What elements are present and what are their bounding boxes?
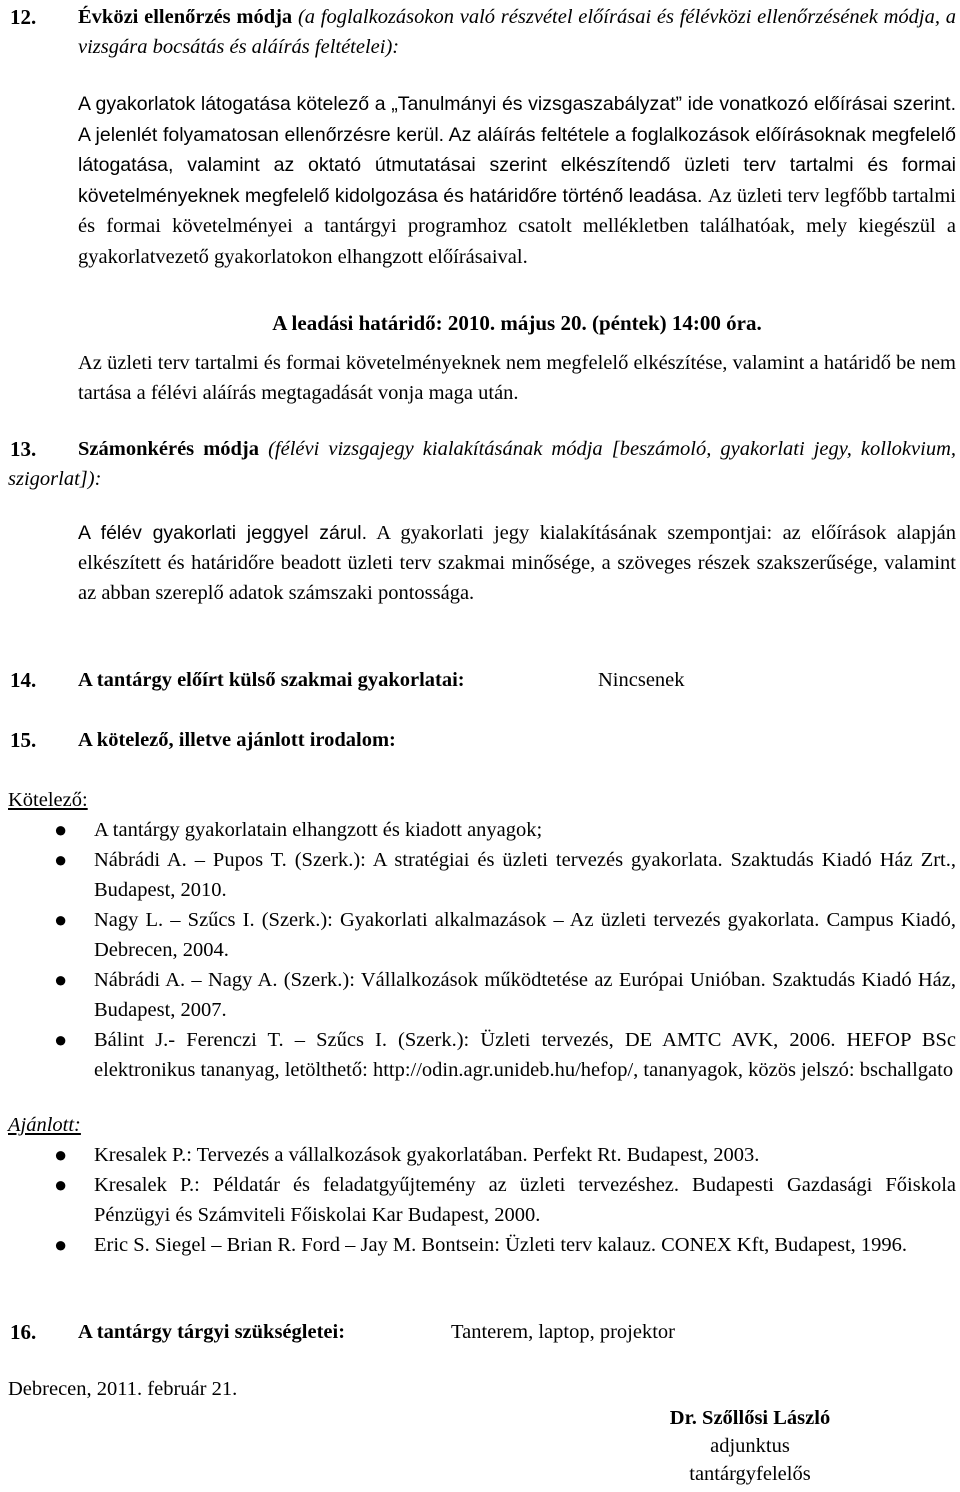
section-15-title: A kötelező, illetve ajánlott irodalom: xyxy=(78,729,396,751)
section-12-title: Évközi ellenőrzés módja xyxy=(78,6,293,28)
section-12-paragraph-2: Az üzleti terv tartalmi és formai követelményeknek nem megfelelő elkészítése, valamint a határidő be nem tartása a félévi aláírás megtagadását vonja maga után. xyxy=(78,352,956,404)
section-15-number: 15. xyxy=(10,728,37,752)
list-item: ● A tantárgy gyakorlatain elhangzott és kiadott anyagok; xyxy=(54,815,956,845)
section-13-paragraph xyxy=(78,518,956,608)
attendance-text: A gyakorlatok látogatása kötelező a „Tanulmányi és vizsgaszabályzat” ide vonatkozó előírásai szerint. xyxy=(78,93,956,115)
section-12-heading xyxy=(78,2,956,62)
section-16-title: A tantárgy tárgyi szükségletei: xyxy=(78,1321,346,1343)
bullet-icon: ● xyxy=(54,847,68,872)
grade-criteria-text: A gyakorlati jegy kialakításának szempontjai: az előírások alapján elkészített és határidőre beadott üzleti terv szakmai minősége, a szöveges részek szakszerűsége, valamint az abban szereplő adatok számszaki pontossága. xyxy=(78,522,956,604)
signature-condition-text: Az aláírás feltétele a foglalkozások előírásoknak megfelelő látogatása, valamint az oktató útmutatásai szerint elkészítendő üzleti terv tartalmi és formai követelményeknek megfelelő kidolgozása és határidőre történő leadása. xyxy=(78,123,957,207)
section-13-title: Számonkérés módja xyxy=(78,438,260,460)
section-12-number: 12. xyxy=(10,5,37,29)
list-item: ● Kresalek P.: Tervezés a vállalkozások gyakorlatában. Perfekt Rt. Budapest, 2003. xyxy=(54,1140,956,1170)
section-13-subtitle: (félévi vizsgajegy kialakításának módja [beszámoló, gyakorlati jegy, kollokvium, szigorlat]): xyxy=(8,438,956,490)
signer-name: Dr. Szőllősi László xyxy=(669,1407,831,1429)
list-item: ● Nagy L. – Szűcs I. (Szerk.): Gyakorlati alkalmazások – Az üzleti tervezés gyakorlata. Campus Kiadó, Debrecen, 2004. xyxy=(54,907,956,961)
presence-text: A jelenlét folyamatosan ellenőrzésre kerül. xyxy=(78,123,445,146)
mandatory-label: Kötelező: xyxy=(8,789,88,811)
recommended-label: Ajánlott: xyxy=(8,1114,81,1136)
section-14-number: 14. xyxy=(10,668,37,692)
section-13-heading xyxy=(8,434,956,494)
place-date: Debrecen, 2011. február 21. xyxy=(8,1378,238,1400)
list-item: ● Kresalek P.: Példatár és feladatgyűjtemény az üzleti tervezéshez. Budapesti Gazdasági Főiskola Pénzügyi és Számviteli Főiskolai Kar Budapest, 2000. xyxy=(54,1172,956,1226)
bullet-icon: ● xyxy=(54,1232,68,1257)
signature-block xyxy=(620,1404,880,1488)
deadline-line: A leadási határidő: 2010. május 20. (péntek) 14:00 óra. xyxy=(272,311,762,335)
signer-role-1: adjunktus xyxy=(710,1435,790,1457)
list-item: ● Nábrádi A. – Nagy A. (Szerk.): Vállalkozások működtetése az Európai Unióban. Szaktudás Kiadó Ház, Budapest, 2007. xyxy=(54,967,956,1021)
mandatory-literature-list xyxy=(54,815,956,1085)
section-14-title: A tantárgy előírt külső szakmai gyakorlatai: xyxy=(78,669,465,691)
section-12-paragraph-1 xyxy=(78,89,956,272)
bullet-icon: ● xyxy=(54,1027,68,1052)
requirements-text: Az üzleti terv legfőbb tartalmi és formai követelményei a tantárgyi programhoz csatolt mellékletben találhatóak, mely kiegészül a gyakorlatvezető gyakorlatokon elhangzott előírásaival. xyxy=(78,184,956,268)
section-12-subtitle: (a foglalkozásokon való részvétel előírásai és félévközi ellenőrzésének módja, a vizsgára bocsátás és aláírás feltételei): xyxy=(78,6,956,58)
section-13-number: 13. xyxy=(10,437,37,461)
list-item: ● Nábrádi A. – Pupos T. (Szerk.): A stratégiai és üzleti tervezés gyakorlata. Szaktudás Kiadó Ház Zrt., Budapest, 2010. xyxy=(54,847,956,901)
signer-role-2: tantárgyfelelős xyxy=(689,1463,811,1485)
bullet-icon: ● xyxy=(54,967,68,992)
grade-closing-text: A félév gyakorlati jeggyel zárul. xyxy=(78,522,367,544)
bullet-icon: ● xyxy=(54,1142,68,1167)
section-16-number: 16. xyxy=(10,1320,37,1344)
list-item: ● Eric S. Siegel – Brian R. Ford – Jay M. Bontsein: Üzleti terv kalauz. CONEX Kft, Budapest, 1996. xyxy=(54,1230,956,1260)
section-14-value: Nincsenek xyxy=(598,669,685,691)
bullet-icon: ● xyxy=(54,907,68,932)
bullet-icon: ● xyxy=(54,1172,68,1197)
recommended-literature-list xyxy=(54,1140,956,1260)
bullet-icon: ● xyxy=(54,817,68,842)
list-item: ● Bálint J.- Ferenczi T. – Szűcs I. (Szerk.): Üzleti tervezés, DE AMTC AVK, 2006. HEFOP BSc elektronikus tananyag, letölthető: http://odin.agr.unideb.hu/hefop/, tananyagok, közös jelszó: bschallgato xyxy=(54,1027,956,1081)
section-16-value: Tanterem, laptop, projektor xyxy=(451,1321,675,1343)
